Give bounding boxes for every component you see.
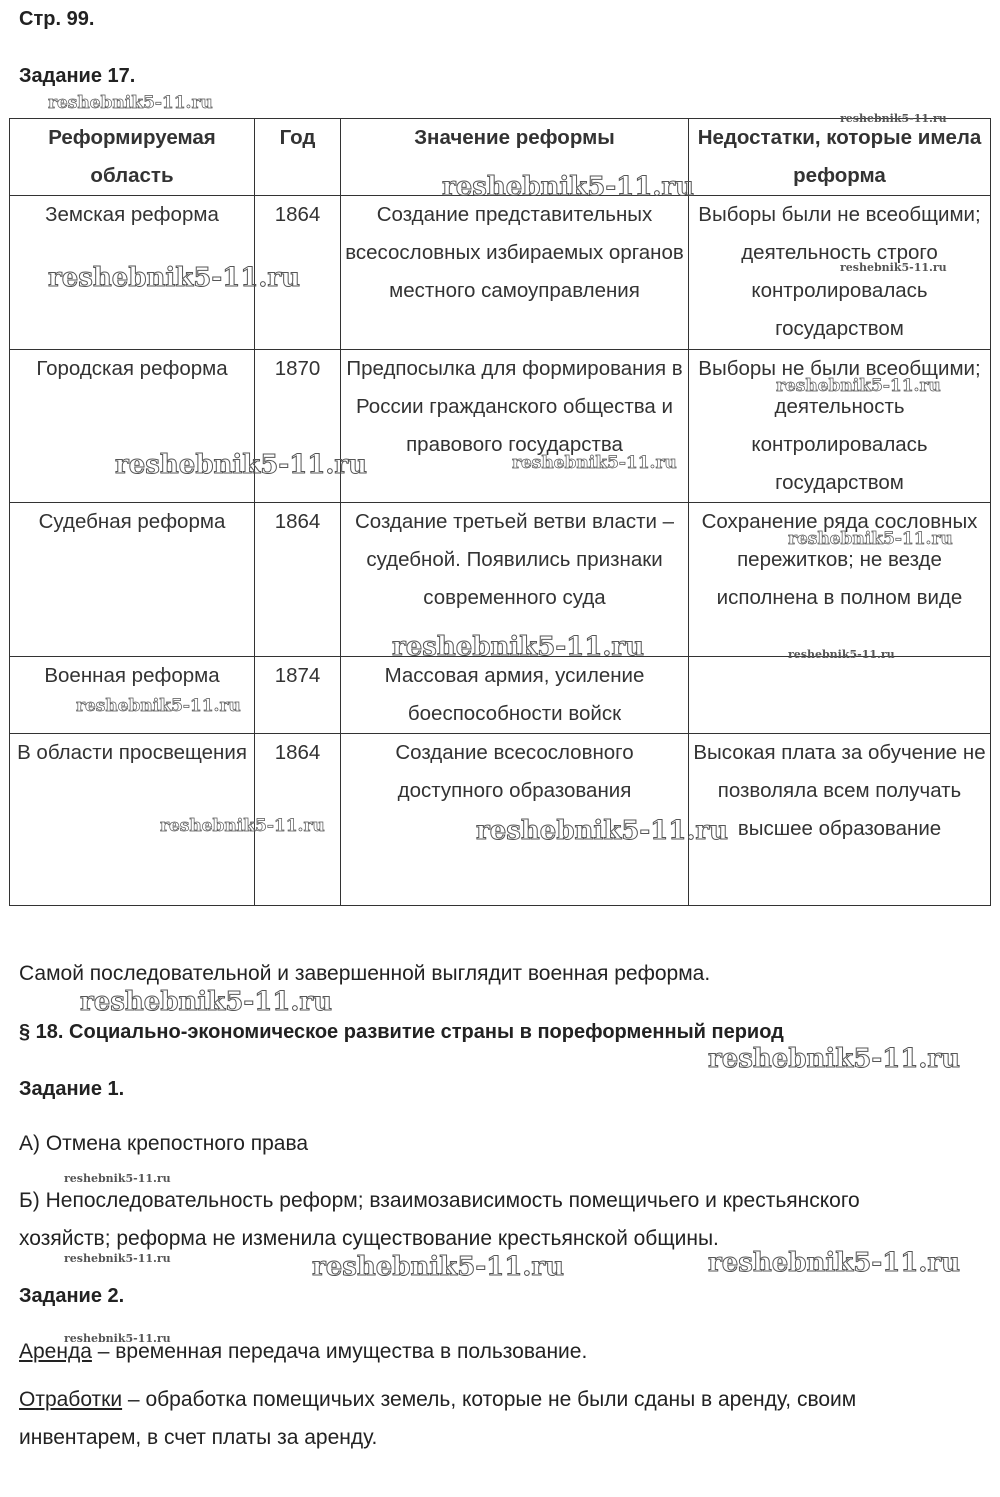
cell-year: 1864 bbox=[255, 196, 341, 350]
watermark: reshebnik5-11.ru bbox=[442, 172, 695, 202]
header-meaning: Значение реформы bbox=[341, 119, 689, 196]
cell-flaws bbox=[689, 657, 991, 734]
definition-otrabotki bbox=[19, 1381, 949, 1457]
reforms-table bbox=[9, 118, 991, 906]
watermark: reshebnik5-11.ru bbox=[312, 1252, 565, 1282]
header-area: Реформируемая область bbox=[10, 119, 255, 196]
cell-area: Земская реформа bbox=[10, 196, 255, 350]
task-1-answer-a: А) Отмена крепостного права bbox=[19, 1132, 309, 1155]
task-17-title: Задание 17. bbox=[19, 65, 136, 87]
term-otrabotki: Отработки bbox=[19, 1388, 123, 1411]
watermark: reshebnik5-11.ru bbox=[76, 696, 241, 716]
watermark: reshebnik5-11.ru bbox=[80, 987, 333, 1017]
cell-year: 1874 bbox=[255, 657, 341, 734]
cell-meaning: Массовая армия, усиление боеспособности войск bbox=[341, 657, 689, 734]
cell-area: Военная реформа bbox=[10, 657, 255, 734]
watermark: reshebnik5-11.ru bbox=[776, 376, 941, 396]
watermark: reshebnik5-11.ru bbox=[788, 648, 895, 661]
cell-meaning: Создание третьей ветви власти – судебной. Появились признаки современного суда bbox=[341, 503, 689, 657]
cell-area: Городская реформа bbox=[10, 350, 255, 503]
section-18-title: § 18. Социально-экономическое развитие страны в пореформенный период bbox=[19, 1021, 784, 1043]
watermark: reshebnik5-11.ru bbox=[160, 816, 325, 836]
watermark: reshebnik5-11.ru bbox=[708, 1248, 961, 1278]
cell-year: 1864 bbox=[255, 734, 341, 906]
cell-year: 1864 bbox=[255, 503, 341, 657]
cell-flaws: Выборы не были всеобщими; деятельность контролировалась государством bbox=[689, 350, 991, 503]
cell-flaws: Сохранение ряда сословных пережитков; не везде исполнена в полном виде bbox=[689, 503, 991, 657]
watermark: reshebnik5-11.ru bbox=[476, 816, 729, 846]
watermark: reshebnik5-11.ru bbox=[708, 1044, 961, 1074]
watermark: reshebnik5-11.ru bbox=[64, 1172, 171, 1185]
cell-meaning: Создание представительных всесословных избираемых органов местного самоуправления bbox=[341, 196, 689, 350]
header-flaws: Недостатки, которые имела реформа bbox=[689, 119, 991, 196]
definition-arenda-text: – временная передача имущества в пользование. bbox=[91, 1340, 588, 1363]
header-year: Год bbox=[255, 119, 341, 196]
conclusion-text: Самой последовательной и завершенной выглядит военная реформа. bbox=[19, 962, 711, 985]
cell-flaws: Высокая плата за обучение не позволяла всем получать высшее образование bbox=[689, 734, 991, 906]
watermark: reshebnik5-11.ru bbox=[48, 263, 301, 293]
cell-area: В области просвещения bbox=[10, 734, 255, 906]
cell-meaning: Создание всесословного доступного образования bbox=[341, 734, 689, 906]
cell-meaning: Предпосылка для формирования в России гражданского общества и правового государства bbox=[341, 350, 689, 503]
page-reference: Стр. 99. bbox=[19, 8, 95, 30]
watermark: reshebnik5-11.ru bbox=[788, 529, 953, 549]
task-1-title: Задание 1. bbox=[19, 1078, 125, 1100]
cell-flaws: Выборы были не всеобщими; деятельность строго контролировалась государством bbox=[689, 196, 991, 350]
term-arenda: Аренда bbox=[19, 1340, 92, 1363]
watermark: reshebnik5-11.ru bbox=[115, 450, 368, 480]
watermark: reshebnik5-11.ru bbox=[48, 93, 213, 113]
task-1-answer-b: Б) Непоследовательность реформ; взаимозависимость помещичьего и крестьянского хозяйств; реформа не изменила существование крестьянской общины. bbox=[19, 1189, 860, 1250]
cell-year: 1870 bbox=[255, 350, 341, 503]
task-2-title: Задание 2. bbox=[19, 1285, 125, 1307]
table-row bbox=[10, 657, 991, 734]
definition-otrabotki-text: – обработка помещичьих земель, которые не были сданы в аренду, своим инвентарем, в счет платы за аренду. bbox=[19, 1388, 857, 1449]
watermark: reshebnik5-11.ru bbox=[64, 1332, 171, 1345]
watermark: reshebnik5-11.ru bbox=[512, 453, 677, 473]
watermark: reshebnik5-11.ru bbox=[840, 261, 947, 274]
cell-area: Судебная реформа bbox=[10, 503, 255, 657]
watermark: reshebnik5-11.ru bbox=[64, 1252, 171, 1265]
watermark: reshebnik5-11.ru bbox=[392, 632, 645, 662]
watermark: reshebnik5-11.ru bbox=[840, 112, 947, 125]
